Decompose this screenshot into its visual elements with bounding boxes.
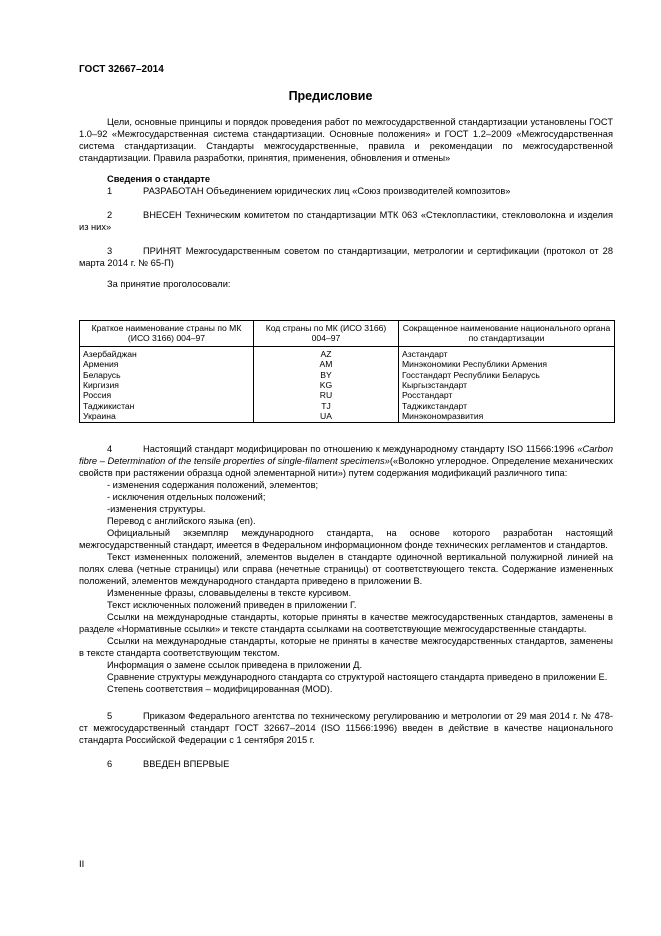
item-3-number: 3 [107,246,113,256]
country-code: TJ [254,401,399,411]
item-2-number: 2 [107,210,113,220]
table-row [80,401,615,411]
standards-body: Минэкономики Республики Армения [399,359,615,369]
table-row [80,390,615,400]
upper-text-block [79,116,613,290]
item-6-number: 6 [107,759,113,769]
modification-list-item: - изменения содержания положений, элементов; [107,480,319,490]
structure-compare-note: Сравнение структуры международного стандарта со структурой настоящего стандарта приведено в приложении Е. [107,672,608,682]
country-code: AZ [254,346,399,359]
item-5 [79,710,613,746]
voted-label: За принятие проголосовали: [107,279,231,289]
item-5-text: Приказом Федерального агентства по техническому регулированию и метрологии от 29 мая 2014 г. № 478-ст межгосударственный стандарт ГОСТ 32667–2014 (ISO 11566:1996) введен в действие в качестве национального стандарта Российской Федерации с 1 сентября 2015 г. [79,711,613,745]
refs-not-adopted-note: Ссылки на международные стандарты, которые не приняты в качестве межгосударственных стандартов, заменены в тексте стандарта соответствующим текстом. [79,636,613,658]
page-title: Предисловие [288,89,373,103]
intro-paragraph: Цели, основные принципы и порядок проведения работ по межгосударственной стандартизации установлены ГОСТ 1.0–92 «Межгосударственная система стандартизации. Основные положения» и ГОСТ 1.2–2009 «Межгосударственная система стандартизации. Стандарты межгосударственные, правила и рекомендации по межгосударственной стандартизации. Правила разработки, принятия, применения, обновления и отмены» [79,117,613,163]
country-code: KG [254,380,399,390]
country-name: Армения [80,359,254,369]
item-5-number: 5 [107,711,113,721]
country-name: Таджикистан [80,401,254,411]
item-6-text: ВВЕДЕН ВПЕРВЫЕ [143,759,230,769]
excluded-text-note: Текст исключенных положений приведен в приложении Г. [107,600,357,610]
item-1-number: 1 [107,186,113,196]
country-code: AM [254,359,399,369]
table-header-row [80,321,615,347]
changed-text-note: Текст измененных положений, элементов выделен в стандарте одиночной вертикальной полужирной линией на полях слева (четные страницы) или справа (нечетные страницы) от соответствующего текста. Содержание измененных положений, элементов международного стандарта приведено в приложении В. [79,552,613,586]
country-code: UA [254,411,399,422]
table-row [80,346,615,359]
item-3-text: ПРИНЯТ Межгосударственным советом по стандартизации, метрологии и сертификации (протокол от 28 марта 2014 г. № 65-П) [79,246,613,268]
item-2-text: ВНЕСЕН Техническим комитетом по стандартизации МТК 063 «Стеклопластики, стекловолокна и изделия из них» [79,210,613,232]
country-name: Беларусь [80,370,254,380]
standards-body: Минэкономразвития [399,411,615,422]
item-4-number: 4 [107,444,113,454]
standards-body: Таджикстандарт [399,401,615,411]
item-6 [79,758,613,770]
page-number: II [79,859,85,870]
item-4-lead: Настоящий стандарт модифицирован по отношению к международному стандарту ISO 11566:1996 [143,444,578,454]
country-name: Азербайджан [80,346,254,359]
table-row [80,359,615,369]
header-standards-body: Сокращенное наименование национального органа по стандартизации [399,321,615,347]
item-2 [79,209,613,233]
country-name: Украина [80,411,254,422]
header-country-name: Краткое наименование страны по МК (ИСО 3166) 004–97 [80,321,254,347]
degree-note: Степень соответствия – модифицированная (MOD). [107,684,333,694]
standards-body: Кыргызстандарт [399,380,615,390]
standards-body: Азстандарт [399,346,615,359]
item-1 [79,185,613,197]
item-4-lead-tail: («Волокно углеродное. Определение механических свойств при растяжении образца одной элементарной нити») путем содержания модификаций различного типа: [79,456,613,478]
translation-note: Перевод с английского языка (en). [107,516,256,526]
table-row [80,370,615,380]
modification-list-item: - исключения отдельных положений; [107,492,266,502]
lower-text-block [79,443,613,770]
item-3 [79,245,613,269]
table-row [80,411,615,422]
country-name: Россия [80,390,254,400]
standards-body: Госстандарт Республики Беларусь [399,370,615,380]
country-code: RU [254,390,399,400]
info-heading: Сведения о стандарте [107,174,211,184]
refs-replaced-note: Ссылки на международные стандарты, которые приняты в качестве межгосударственных стандартов, заменены в разделе «Нормативные ссылки» и тексте стандарта ссылками на соответствующие межгосударственные стандарты. [79,612,613,634]
table-row [80,380,615,390]
standards-body: Росстандарт [399,390,615,400]
country-name: Киргизия [80,380,254,390]
refs-info-note: Информация о замене ссылок приведена в приложении Д. [107,660,363,670]
item-4-original-title: «Carbon fibre – Determination of the tensile properties of single-filament specimens» [79,444,613,466]
document-code: ГОСТ 32667–2014 [79,64,164,75]
header-country-code: Код страны по МК (ИСО 3166) 004–97 [254,321,399,347]
changed-phrases-note: Измененные фразы, словавыделены в тексте курсивом. [107,588,352,598]
country-code: BY [254,370,399,380]
official-copy-note: Официальный экземпляр международного стандарта, на основе которого разработан настоящий межгосударственный стандарт, имеется в Федеральном информационном фонде технических регламентов и стандартов. [79,528,613,550]
voting-table [79,320,615,423]
item-1-text: РАЗРАБОТАН Объединением юридических лиц «Союз производителей композитов» [143,186,511,196]
modification-list-item: -изменения структуры. [107,504,206,514]
item-4 [79,443,613,479]
